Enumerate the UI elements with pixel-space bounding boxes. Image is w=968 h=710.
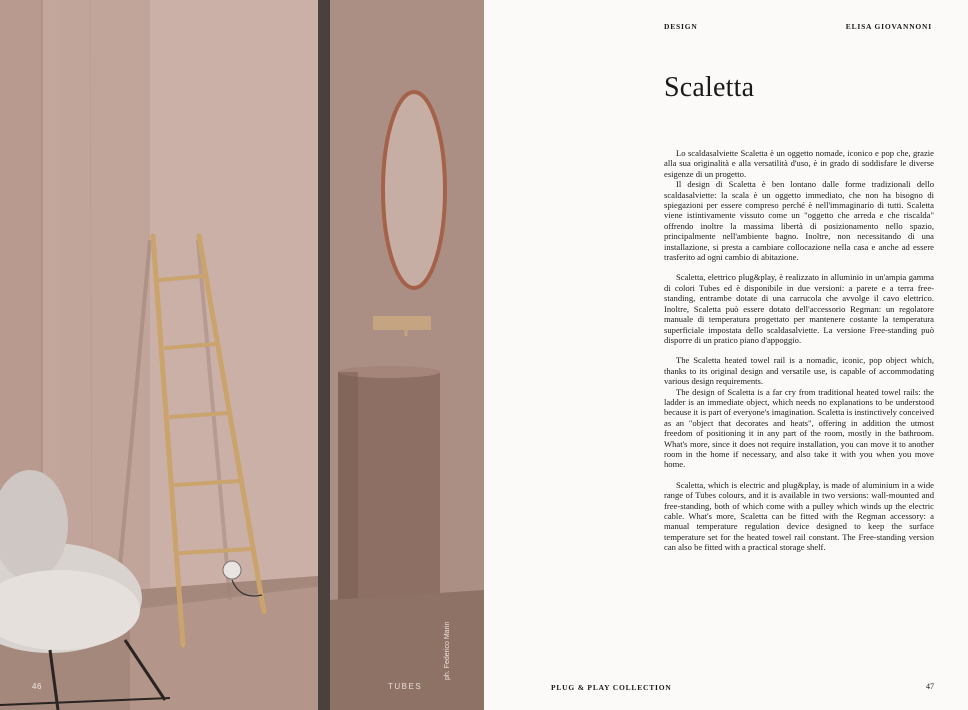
paragraph-it-2: Il design di Scaletta è ben lontano dalle forme tradizionali dello scaldasalviette: la scala è un oggetto immediato, che non ha bisogno di spiegazioni per essere compreso perché è nell'immaginario di tutti. Scaletta viene istintivamente vissuto come un "oggetto che arreda e che riscalda" offrendo inoltre la massima libertà di posizionamento nello spazio, principalmente nell'ambiente bagno. Inoltre, non necessitando di una installazione, si presta a cambiare collocazione nella casa e anche ad essere trasferito ad ogni cambio di abitazione. [664, 179, 934, 263]
footer-collection: PLUG & PLAY COLLECTION [551, 683, 672, 692]
folio-left: 46 [32, 682, 42, 691]
photo-credit: ph. Federico Marin [444, 621, 451, 680]
paragraph-en-3: Scaletta, which is electric and plug&play, is made of aluminium in a wide range of Tubes colours, and it is available in two versions: wall-mounted and free-standing, both of which come with a pulley which winds up the electric cable. What's more, Scaletta can be fitted with the Regman accessory: a manual temperature regulation device designed to keep the surface temperature set for the heated towel rail constant. The Free-standing version can also be fitted with a practical storage shelf. [664, 479, 934, 553]
article-title: Scaletta [664, 72, 755, 103]
folio-right: 47 [926, 682, 934, 691]
article-body [664, 148, 934, 553]
paragraph-en-1: The Scaletta heated towel rail is a nomadic, iconic, pop object which, thanks to its original design and versatile use, is capable of accommodating various design requirements. [664, 355, 934, 387]
paragraph-en-2: The design of Scaletta is a far cry from traditional heated towel rails: the ladder is an immediate object, which needs no explanations to be understood because it is part of everyone's imagination. Scaletta is instinctively conceived as an "object that decorates and heats", offering in addition the utmost freedom of positioning it in any part of the room, mostly in the bathroom. What's more, since it does not require installation, you can move it to another room in the home if necessary, and also take it with you when you move home. [664, 386, 934, 470]
article-page [484, 0, 968, 710]
running-head-section: DESIGN [664, 22, 698, 31]
brand-mark: TUBES [388, 682, 423, 691]
running-head-author: ELISA GIOVANNONI [845, 22, 932, 31]
paragraph-it-1: Lo scaldasalviette Scaletta è un oggetto nomade, iconico e pop che, grazie alla sua originalità e alla versatilità d'uso, è in grado di soddisfare le diverse esigenze di un progetto. [664, 148, 934, 179]
paragraph-it-3: Scaletta, elettrico plug&play, è realizzato in alluminio in un'ampia gamma di colori Tubes ed è disponibile in due versioni: a parete e a terra free-standing, entrambe dotate di una carrucola che avvolge il cavo elettrico. Inoltre, Scaletta può essere dotato dell'accessorio Regman: un regolatore manuale di temperatura progettato per mantenere costante la temperatura superficiale impostata dello scaldasalviette. La versione Free-standing può disporre di un pratico piano d'appoggio. [664, 272, 934, 345]
